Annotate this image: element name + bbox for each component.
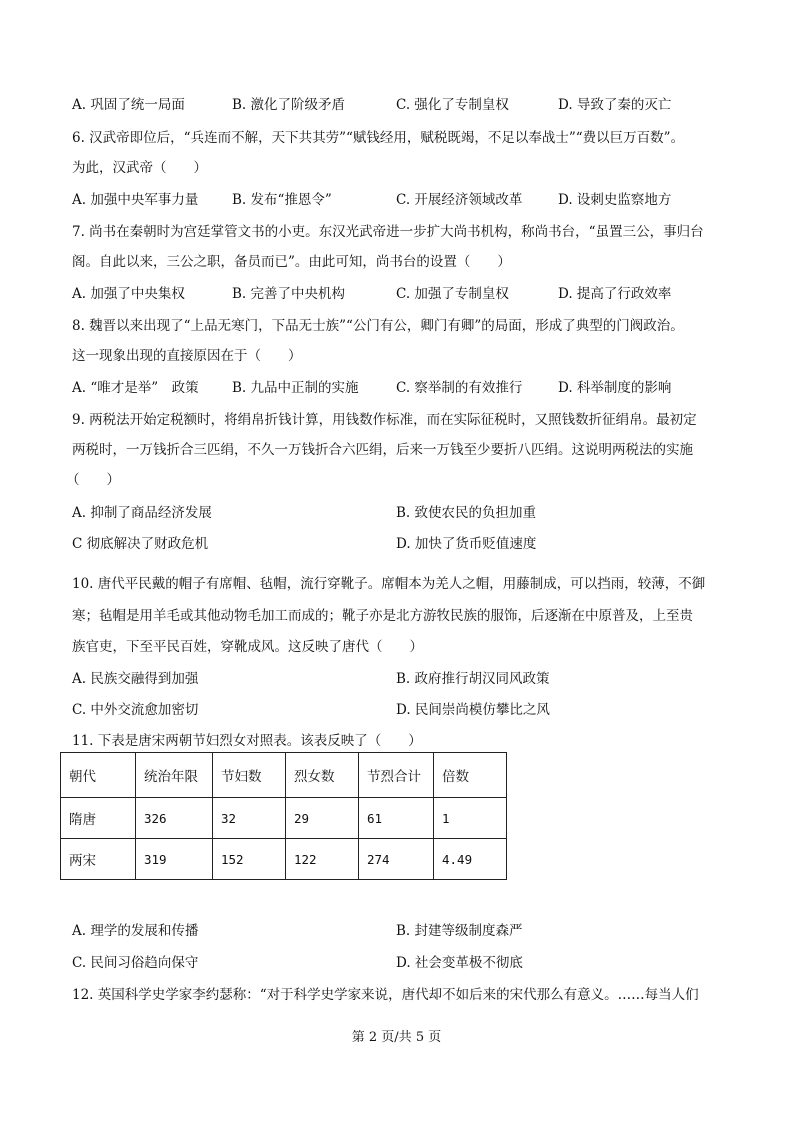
table-row [61,798,507,839]
q6-stem-line1: 6. 汉武帝即位后，“兵连而不解，天下共其劳”“赋钱经用，赋税既竭，不足以奉战士”“费以巨万百数”。 [72,130,685,146]
q6-stem-line2: 为此，汉武帝（ ） [72,160,207,176]
q6-option-a: A. 加强中央军事力量 [72,192,199,208]
table-header-cell: 统治年限 [136,753,213,798]
q9-stem-line3: （ ） [66,472,120,488]
table-cell: 274 [359,839,434,880]
q9-stem-line2: 两税时，一万钱折合三匹绢，不久一万钱折合六匹绢，后来一万钱至少要折八匹绢。这说明两税法的实施 [72,442,693,458]
q7-option-b: B. 完善了中央机构 [232,286,346,302]
comparison-table [60,752,507,880]
q5-option-c: C. 强化了专制皇权 [396,97,509,113]
q10-option-a: A. 民族交融得到加强 [72,671,199,687]
q10-option-d: D. 民间崇尚模仿攀比之风 [396,702,550,718]
q5-option-a: A. 巩固了统一局面 [72,97,185,113]
q6-option-c: C. 开展经济领域改革 [396,192,523,208]
table-header-cell: 倍数 [434,753,507,798]
q12-stem-line1: 12. 英国科学史学家李约瑟称：“对于科学史学家来说，唐代却不如后来的宋代那么有意义。……每当人们 [72,987,699,1003]
q10-stem-line3: 族官吏，下至平民百姓，穿靴成风。这反映了唐代（ ） [72,639,423,655]
q6-option-b: B. 发布“推恩令” [232,192,332,208]
q8-option-d: D. 科举制度的影响 [558,380,672,396]
q9-stem-line1: 9. 两税法开始定税额时，将绢帛折钱计算，用钱数作标准，而在实际征税时，又照钱数折征绢帛。最初定 [72,412,697,428]
q11-option-c: C. 民间习俗趋向保守 [72,955,199,971]
q11-stem-line1: 11. 下表是唐宋两朝节妇烈女对照表。该表反映了（ ） [72,733,422,749]
q9-option-a: A. 抑制了商品经济发展 [72,505,212,521]
q6-option-d: D. 设刺史监察地方 [558,192,672,208]
table-header-row [61,753,507,798]
q8-option-a: A. “唯才是举” 政策 [72,380,199,396]
q8-option-c: C. 察举制的有效推行 [396,380,523,396]
table-cell: 1 [434,798,507,839]
table-cell: 122 [286,839,359,880]
table-header-cell: 节烈合计 [359,753,434,798]
table-header-cell: 朝代 [61,753,136,798]
q8-stem-line1: 8. 魏晋以来出现了“上品无寒门，下品无士族”“公门有公，卿门有卿”的局面，形成了典型的门阀政治。 [72,318,684,334]
q9-option-d: D. 加快了货币贬值速度 [396,536,537,552]
q7-option-d: D. 提高了行政效率 [558,286,672,302]
q10-option-b: B. 政府推行胡汉同风政策 [396,671,550,687]
page-footer: 第 2 页/共 5 页 [351,1030,442,1045]
q11-option-d: D. 社会变革极不彻底 [396,955,523,971]
q9-option-b: B. 致使农民的负担加重 [396,505,537,521]
q8-stem-line2: 这一现象出现的直接原因在于（ ） [72,348,302,364]
table-cell: 两宋 [61,839,136,880]
table-cell: 326 [136,798,213,839]
table-cell: 29 [286,798,359,839]
table-cell: 152 [213,839,286,880]
q7-stem-line1: 7. 尚书在秦朝时为宫廷掌管文书的小吏。东汉光武帝进一步扩大尚书机构，称尚书台，“虽置三公，事归台 [72,224,704,240]
table-row [61,839,507,880]
q10-stem-line1: 10. 唐代平民戴的帽子有席帽、毡帽，流行穿靴子。席帽本为羌人之帽，用藤制成，可以挡雨，较薄，不御 [72,576,706,592]
q10-stem-line2: 寒；毡帽是用羊毛或其他动物毛加工而成的；靴子亦是北方游牧民族的服饰，后逐渐在中原普及，上至贵 [72,608,693,624]
table-header-cell: 节妇数 [213,753,286,798]
q11-option-a: A. 理学的发展和传播 [72,923,199,939]
q8-option-b: B. 九品中正制的实施 [232,380,359,396]
table-cell: 32 [213,798,286,839]
table-header-cell: 烈女数 [286,753,359,798]
q10-option-c: C. 中外交流愈加密切 [72,702,199,718]
table-cell: 61 [359,798,434,839]
table-cell: 隋唐 [61,798,136,839]
q7-option-a: A. 加强了中央集权 [72,286,185,302]
q11-option-b: B. 封建等级制度森严 [396,923,523,939]
q7-option-c: C. 加强了专制皇权 [396,286,509,302]
q9-option-c: C 彻底解决了财政危机 [72,536,209,552]
q7-stem-line2: 阁。自此以来，三公之职，备员而已”。由此可知，尚书台的设置（ ） [72,254,511,270]
q5-option-d: D. 导致了秦的灭亡 [558,97,672,113]
table-cell: 319 [136,839,213,880]
q5-option-b: B. 激化了阶级矛盾 [232,97,346,113]
table-cell: 4.49 [434,839,507,880]
